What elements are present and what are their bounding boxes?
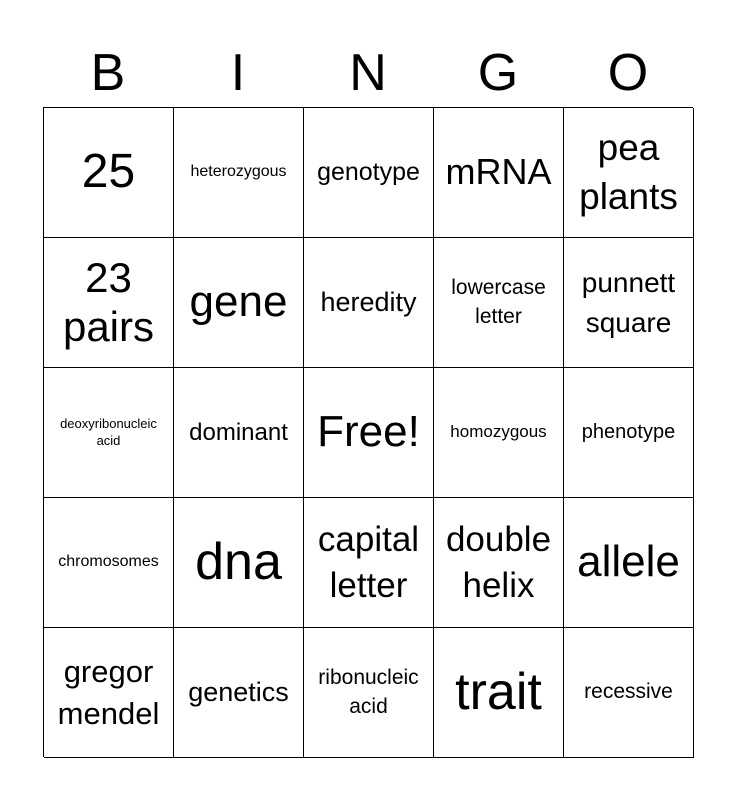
bingo-cell[interactable]: capital letter xyxy=(304,498,434,628)
bingo-cell[interactable]: punnett square xyxy=(564,238,694,368)
bingo-cell[interactable]: homozygous xyxy=(434,368,564,498)
bingo-cell[interactable]: genetics xyxy=(174,628,304,758)
bingo-cell[interactable]: chromosomes xyxy=(44,498,174,628)
free-space-cell[interactable]: Free! xyxy=(304,368,434,498)
header-letter-n: N xyxy=(349,44,387,102)
header-letter-b: B xyxy=(90,44,126,102)
bingo-cell[interactable]: mRNA xyxy=(434,108,564,238)
bingo-board xyxy=(43,107,693,757)
bingo-cell[interactable]: phenotype xyxy=(564,368,694,498)
bingo-cell[interactable]: 25 xyxy=(44,108,174,238)
bingo-cell[interactable]: pea plants xyxy=(564,108,694,238)
bingo-cell[interactable]: double helix xyxy=(434,498,564,628)
bingo-header xyxy=(43,40,693,106)
bingo-cell[interactable]: ribonucleic acid xyxy=(304,628,434,758)
bingo-cell[interactable]: deoxyribonucleic acid xyxy=(44,368,174,498)
header-letter-o: O xyxy=(607,44,649,102)
bingo-cell[interactable]: gregor mendel xyxy=(44,628,174,758)
bingo-cell[interactable]: dominant xyxy=(174,368,304,498)
bingo-cell[interactable]: heredity xyxy=(304,238,434,368)
bingo-cell[interactable]: genotype xyxy=(304,108,434,238)
bingo-cell[interactable]: gene xyxy=(174,238,304,368)
header-letter-g: G xyxy=(477,44,519,102)
bingo-cell[interactable]: trait xyxy=(434,628,564,758)
bingo-cell[interactable]: lowercase letter xyxy=(434,238,564,368)
bingo-cell[interactable]: allele xyxy=(564,498,694,628)
bingo-cell[interactable]: heterozygous xyxy=(174,108,304,238)
bingo-cell[interactable]: 23 pairs xyxy=(44,238,174,368)
header-letter-i: I xyxy=(230,44,246,102)
bingo-cell[interactable]: recessive xyxy=(564,628,694,758)
bingo-cell[interactable]: dna xyxy=(174,498,304,628)
